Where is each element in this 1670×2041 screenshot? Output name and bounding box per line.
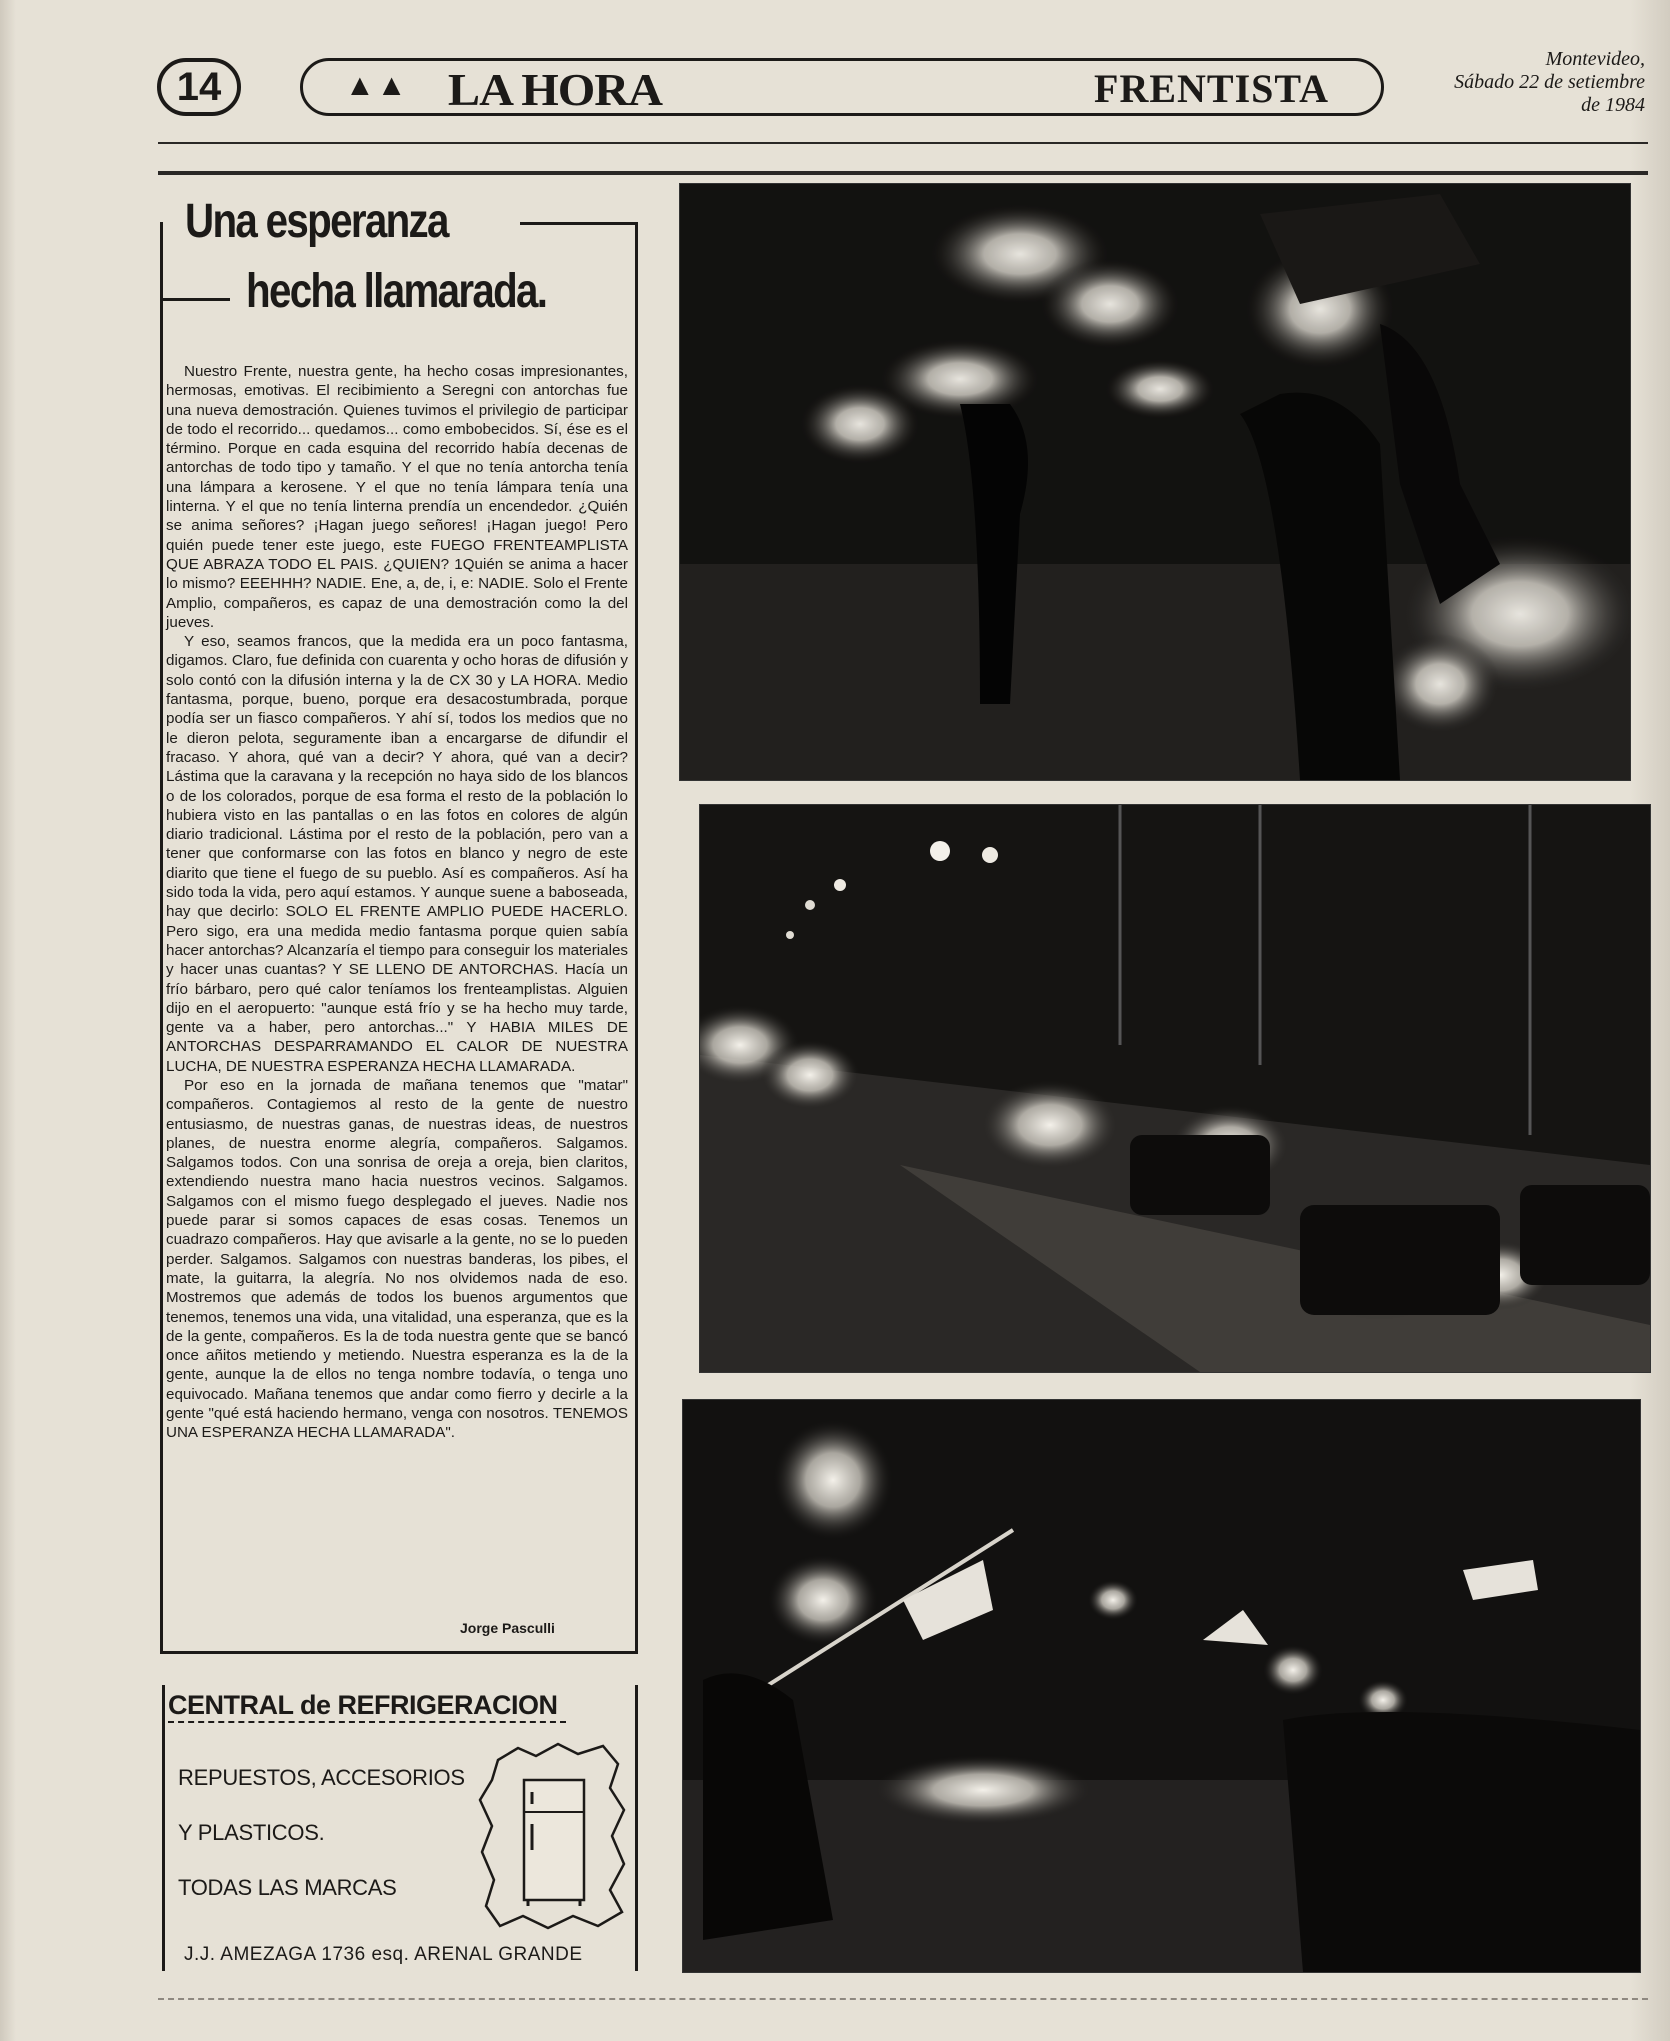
footer-rule xyxy=(158,1998,1648,2000)
ad-line: REPUESTOS, ACCESORIOS xyxy=(178,1765,465,1790)
torch-crowd-photo xyxy=(680,184,1630,780)
article-paragraph: Y eso, seamos francos, que la medida era un poco fantasma, digamos. Claro, fue definida con cuarenta y ocho horas de difusión y solo contó con la difusión interna y la de CX 30 y LA HORA. Medio fantasma, porque, bueno, porque era desacostumbrada, porque podía ser un fiasco compañeros. Y ahí sí, todos los medios que no le dieron pelota, seguramente iban a encargarse de difundir el fracaso. Y ahora, qué van a decir? Y ahora, qué van a decir? Lástima que la caravana y la recepción no haya sido de los blancos o de los colorados, porque de esa forma el resto de la población lo hubiera visto en las pantallas o en las fotos en colores de algún diario tradicional. Lástima por el resto de la población, pero van a tener que conformarse con las fotos en blanco y negro de este diarito que tiene el fuego de su pueblo. Así es compañeros. Así ha sido toda la vida, pero aquí estamos. Y aunque suene a baboseada, hay que decirlo: SOLO EL FRENTE AMPLIO PUEDE HACERLO. Pero sigo, era una medida medio fantasma porque quien sabía hacer antorchas? Alcanzaría el tiempo para conseguir los materiales y hacer unas cuantas? Y SE LLENO DE ANTORCHAS. Hacía un frío bárbaro, pero qué calor teníamos los frenteamplistas. Alguien dijo en el aeropuerto: "aunque está frío y se ha hecho muy tarde, gente va a haber, pero antorchas..." Y HABIA MILES DE ANTORCHAS DESPARRAMANDO EL CALOR DE NUESTRA LUCHA, DE NUESTRA ESPERANZA HECHA LLAMARADA. xyxy=(166,633,628,1075)
car-caravan-photo xyxy=(700,805,1650,1372)
article-paragraph: Por eso en la jornada de mañana tenemos que "matar" compañeros. Contagiemos al resto de la gente de nuestro entusiasmo, de nuestras ganas, de nuestras ideas, de nuestros planes, de nuestra enorme alegría, compañeros. Salgamos. Salgamos todos. Con una sonrisa de oreja a oreja, bien claritos, extendiendo nuestra mano hacia nuestros vecinos. Salgamos. Salgamos con el mismo fuego desplegado el jueves. Nadie nos puede parar si somos capaces de esas cosas. Tenemos un cuadrazo compañeros. Hay que avisarle a la gente, no se lo pueden perder. Salgamos. Salgamos con nuestras banderas, los pibes, el mate, la guitarra, la alegría. No nos olvidemos nada de eso. Mostremos que además de todos los buenos argumentos que tenemos, tenemos una vida, una vitalidad, una esperanza, que es la de la gente, compañeros. Es la de toda nuestra gente que se bancó once añitos metiendo y metiendo. Nuestra esperanza es la de la gente, aunque la de ellos no tenga nombre todavía, o tenga uno equivocado. Mañana tenemos que andar como fierro y decirle a la gente "qué está haciendo hermano, venga con nosotros. TENEMOS UNA ESPERANZA HECHA LLAMARADA". xyxy=(166,1076,628,1442)
headline-line-1: Una esperanza xyxy=(185,195,448,248)
ad-address: J.J. AMEZAGA 1736 esq. ARENAL GRANDE xyxy=(184,1944,583,1965)
dateline xyxy=(1415,48,1645,117)
dateline-year: de 1984 xyxy=(1581,94,1645,116)
arrows-icon: ▲▲ xyxy=(345,69,409,102)
article-body xyxy=(166,362,628,1443)
article-paragraph: Nuestro Frente, nuestra gente, ha hecho cosas impresionantes, hermosas, emotivas. El recibimiento a Seregni con antorchas fue una nueva demostración. Quienes tuvimos el privilegio de participar de todo el recorrido... quedamos... como embobecidos. Sí, ése es el término. Porque en cada esquina del recorrido había decenas de antorchas de todo tipo y tamaño. Y el que no tenía antorcha tenía una lámpara a kerosene. Y el que no tenía lámpara tenía una linterna. Y el que no tenía linterna prendía un encendedor. ¿Quién se anima señores? ¡Hagan juego señores! ¡Hagan juego! Pero quién puede tener este juego, este FUEGO FRENTEAMPLISTA QUE ABRAZA TODO EL PAIS. ¿QUIEN? 1Quién se anima a hacer lo mismo? EEEHHH? NADIE. Ene, a, de, i, e: NADIE. Solo el Frente Amplio, compañeros, es capaz de una demostración como la del jueves. xyxy=(166,363,628,631)
header-rule-thick xyxy=(158,171,1648,175)
ad-title: CENTRAL de REFRIGERACION xyxy=(168,1690,566,1723)
ad-line: Y PLASTICOS. xyxy=(178,1820,325,1845)
page-edge-left xyxy=(0,0,16,2041)
header-rule xyxy=(158,142,1648,144)
article-author: Jorge Pasculli xyxy=(460,1620,555,1636)
masthead-band xyxy=(300,58,1384,116)
section-title: FRENTISTA xyxy=(1094,66,1329,111)
headline-line-2: hecha llamarada. xyxy=(246,265,547,318)
ad-line: TODAS LAS MARCAS xyxy=(178,1875,397,1900)
flags-torches-photo xyxy=(683,1400,1640,1972)
newspaper-masthead: LA HORA xyxy=(447,64,662,115)
page-number: 14 xyxy=(157,58,241,116)
dateline-date: Sábado 22 de setiembre xyxy=(1454,71,1645,93)
dateline-city: Montevideo, xyxy=(1545,48,1645,70)
refrigerator-icon xyxy=(478,1740,628,1930)
